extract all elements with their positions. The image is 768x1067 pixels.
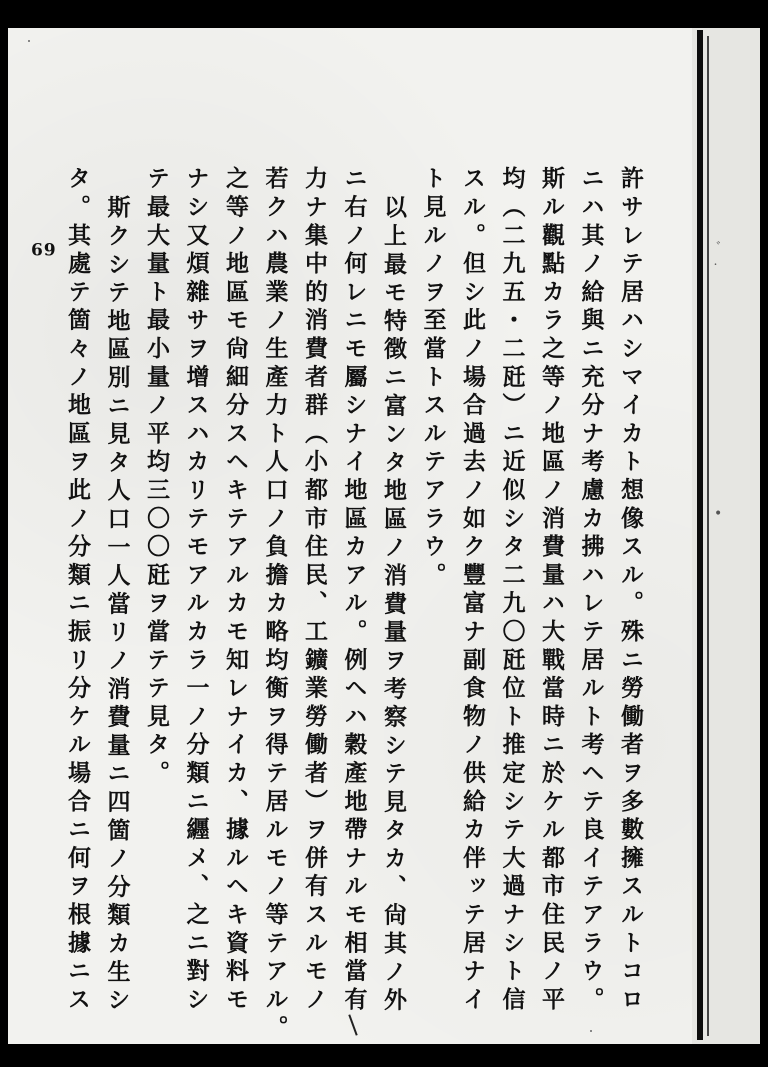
paper-speck — [28, 40, 30, 42]
vertical-text-block — [58, 166, 651, 1044]
text-column: タ。其處テ箇々ノ地區ヲ此ノ分類ニ振リ分ケル場合ニ何ヲ根據ニス — [64, 166, 91, 1015]
text-column: ニハ其ノ給與ニ充分ナ考慮カ拂ハレテ居ルト考ヘテ良イテアラウ。 — [577, 166, 605, 1015]
text-column: 許サレテ居ハシマイカト想像スル。殊ニ勞働者ヲ多數擁スルトコロ — [617, 166, 644, 1015]
text-column: 均（二九五・二瓩）ニ近似シタ二九〇瓩位ト推定シテ大過ナシト信 — [498, 166, 526, 1015]
spine-speck: ˙ — [712, 262, 719, 278]
text-column: 若クハ農業ノ生產力ト人口ノ負擔カ略均衡ヲ得テ居ルモノ等テアル。 — [261, 166, 289, 1044]
text-column: ナシ又煩雜サヲ增スハカリテモアルカラ一ノ分類ニ纒メ、之ニ對シ — [182, 166, 210, 1015]
text-column: 斯クシテ地區別ニ見タ人口一人當リノ消費量ニ四箇ノ分類カ生シ — [103, 195, 131, 1016]
text-column: 以上最モ特徴ニ富ンタ地區ノ消費量ヲ考察シテ見タカ、尙其ノ外 — [380, 195, 407, 1016]
text-column: ト見ルノヲ至當トスルテアラウ。 — [419, 166, 447, 591]
text-column: スル。但シ此ノ場合過去ノ如ク豐富ナ副食物ノ供給カ伴ッテ居ナイ — [459, 166, 486, 1015]
spine-speck: ﾞ — [716, 241, 723, 257]
binding-edge — [697, 30, 703, 1040]
text-column: テ最大量ト最小量ノ平均三〇〇瓩ヲ當テテ見タ。 — [143, 166, 170, 789]
text-column: 斯ル觀點カラ之等ノ地區ノ消費量ハ大戰當時ニ於ケル都市住民ノ平 — [538, 166, 565, 1015]
binding-shadow — [707, 36, 709, 1036]
spine-speck: • — [714, 506, 723, 522]
text-column: 之等ノ地區モ尙細分スヘキテアルカモ知レナイカ、據ルヘキ資料モ — [222, 166, 249, 1015]
page-number: 69 — [30, 238, 56, 258]
text-column: ニ右ノ何レニモ屬シナイ地區カアル。例ヘハ穀產地帶ナルモ相當有 — [340, 166, 368, 1015]
text-column: 力ナ集中的消費者群（小都市住民、工鑛業勞働者）ヲ併有スルモノ — [301, 166, 328, 1015]
paper-speck — [590, 1030, 592, 1032]
